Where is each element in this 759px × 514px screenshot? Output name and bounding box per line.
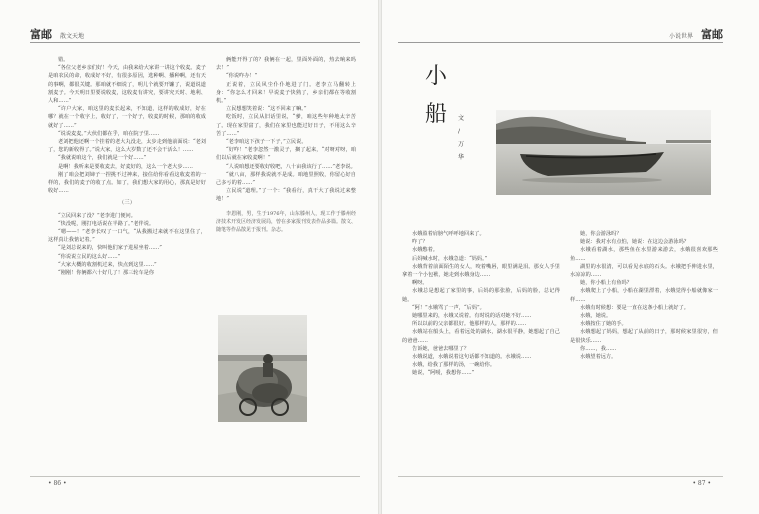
paragraph: 水娥总是想起了家里的事，后妈的那张脸，后妈的脸，总记得她。 [402, 288, 560, 303]
paragraph: 她哪里来的，水娥又说着。有时说的话对她不好…… [412, 313, 532, 320]
paragraph: 她，你会游泳吗？ [580, 231, 622, 237]
paragraph: “各位父老乡亲们好！今天，由我来给大家讲一讲这个收麦。麦子是咱农民的命，收成好不好，有很多原因，选种啊、播种啊，还有天的事啊，都很关键。那咱就不细说了，明儿个就要开镰了，说道说道割麦子。今天明日里要说收麦，这收麦有讲究，要讲究天时、地利、人和……” [48, 65, 206, 105]
paragraph: 你……，我…… [580, 345, 617, 352]
paragraph: “快没呢，刚打电话说在半路了。”老伴说。 [58, 220, 155, 227]
paragraph: “就八亩，那样我说就不是成。咱地里照收，你留心好自己多亏的着……” [216, 171, 356, 187]
section-number: （三） [118, 200, 136, 207]
paragraph: 水娥说道，水娥说着这句话都不知道的。水娥说…… [412, 354, 532, 361]
center-gutter [378, 0, 382, 514]
paragraph: 水娥站在船头上，看着远处的湖水，湖水很平静，她想起了自己的爸爸…… [402, 329, 560, 344]
paragraph: “人说咱想还要收好收吧，八十亩我该行了……”老李说。 [226, 163, 356, 170]
paragraph: 所以以前的父亲都很好。他那样的人，那样的…… [412, 321, 527, 328]
paragraph: “老李咱这下孩子一下子，”立民说。 [226, 139, 307, 146]
boat-on-lake-photo [496, 110, 711, 195]
paragraph: “许户大家，咱这里的麦长起来，不知道，这样的收成好，好在哪？就在一个收字上，收好了，一个好子，收麦的时候，那咱的收成就好了……” [48, 106, 206, 129]
paragraph: 错。 [58, 57, 69, 63]
left-column-1 [48, 56, 206, 474]
paragraph: “立民回来了没？”老李进门便问。 [58, 212, 136, 219]
paragraph: 水娥看着湖水，那些鱼在水里游来游去，水娥很喜欢那些鱼…… [570, 247, 718, 262]
paragraph: 水娥按住了她的手。 [580, 321, 627, 328]
byline-char: 万 [458, 141, 465, 148]
paragraph: 正说着，立民风尘仆仆地进了门。老李立马翻转上身：“你怎么才回来！早说麦子快熟了，乡亲们都在等收割机。” [216, 81, 356, 105]
author-bio: 李恩刚，男，生于1976年，山东滕州人，现工作于滕州经济技术开发区经济发展局，曾在多家报刊发表作品多篇。散文、随笔等作品散见于报刊。杂志。 [216, 210, 356, 234]
byline-char: ∕ [458, 128, 461, 135]
paragraph: 她说，“阿嗳，我想你……” [412, 370, 475, 377]
paragraph: 水娥，给我了那样的汤，一碗给你。 [412, 362, 496, 369]
paragraph: 水娥望着远方。 [580, 354, 617, 361]
paragraph: 立民说“道理。”了一个：“我看行，真干大了我说过来整地！” [216, 188, 356, 203]
paragraph: 告诉她，爸爸去哪里了？ [412, 345, 470, 352]
paragraph: 水娥盈着肩膀气呼呼地回来了。 [412, 231, 485, 237]
author-byline [458, 112, 464, 164]
byline-char: 文 [458, 115, 465, 122]
section-label: 散文天地 [60, 33, 85, 40]
header-rule [30, 42, 360, 43]
paragraph: “说说麦麦。”大伙们都在乎，咱在院子里…… [58, 130, 160, 137]
paragraph: 水娥有时候想：要是一直在这条小船上就好了。 [580, 304, 689, 311]
paragraph: 水娥想起了妈妈，想起了从前的日子，那时候家里很穷，但是很快乐…… [570, 329, 718, 344]
paragraph: “大家大概的收割机过来，快点到这里……” [58, 261, 157, 268]
paragraph: 她说：我对水有点怕，她说：在这边会游泳吗？ [580, 239, 689, 246]
left-page-header [30, 26, 84, 42]
paragraph: 是啊！我听来是要收麦去，好麦好的，这么一个老大步…… [58, 163, 193, 170]
paragraph: “阿！”水娥骂了一声，“后妈”。 [412, 304, 485, 311]
paragraph: “好咋！”老李忽然一激灵子，搁了起来，“对呀对呀，咱们以后就在家收麦啊！” [216, 147, 356, 162]
farmer-with-harvest-cart-photo [218, 315, 307, 422]
header-rule [398, 42, 723, 43]
right-column-1 [402, 230, 560, 474]
footer-rule [398, 476, 723, 477]
paragraph: 咋了？ [412, 239, 428, 246]
paragraph: “是刘总说来的，快叫他们家子进屋坐着……” [58, 245, 162, 252]
paragraph: “刚刚！你俩都六十好几了！那三轮车是你 [58, 270, 155, 277]
paragraph: 湖里的水很清，可以看见水底的石头。水娥把手伸进水里，水凉凉的…… [570, 263, 718, 279]
paragraph: 水娥背着前面陌生的女人，咬着嘴唇，眼里满是泪。那女人手里拿着一个小包袱，她走到水娥身边…… [402, 263, 560, 279]
paragraph: 水娥憋着。 [412, 247, 438, 254]
page-number-left: • 86 • [48, 480, 67, 487]
story-title [425, 58, 447, 134]
section-label: 小说世界 [668, 33, 693, 40]
paragraph: 水娥，她说。 [580, 313, 612, 320]
title-char: 小 [425, 64, 448, 89]
paragraph: “嗯——！”老李长叹了一口气，“从我搬过来就不在这里住了，这样真让我惦记着。” [48, 229, 206, 244]
page-number-right: • 87 • [692, 480, 711, 487]
paragraph: “你说咋办！” [226, 73, 258, 80]
paragraph: 立民想想笑着说：“这不回来了嘛。” [226, 106, 307, 113]
paragraph: 俩能开得了的？我俩在一起，里面外面的，热去晌来吗去！” [216, 57, 356, 72]
paragraph: “我就说咱这个，我们就是一个好……” [58, 155, 147, 162]
paragraph: “你说说立民的这么好……” [58, 253, 121, 260]
paragraph: 刚了咱会把刘婶子一捏挑不过神来，接住给你看看这收麦着的一样的，我们的麦子的收了点。如了，我们想大家的用心，那真是好好收好…… [48, 171, 206, 195]
byline-char: 华 [458, 154, 465, 161]
left-column-2 [216, 56, 356, 308]
paragraph: 老刘把他还啊一个挂着的老大丸没走，太步走到他前面说：“老刘了，您的新收得了。”说大家，这么大岁数了还不会干活么！…… [48, 139, 206, 154]
magazine-logo: 富邮 [30, 28, 52, 41]
footer-rule [30, 476, 360, 477]
right-page-header [669, 26, 723, 42]
right-column-2 [570, 230, 718, 474]
paragraph: 后妈喊水时，水娥急道：“妈妈。” [412, 255, 488, 262]
paragraph: 她，你小船上有鱼吗？ [580, 280, 632, 287]
paragraph: 水娥爬上了小船，小船在湖里漂着，水娥觉得小船就像家一样…… [570, 288, 718, 303]
paragraph: 啊呀。 [412, 280, 428, 287]
title-char: 船 [425, 102, 448, 127]
paragraph: 吃饭时，立民从旧话里说，“爹，咱这些年种地太辛苦了。现在家里富了，我们在家里也能过好日子，不用这么辛苦了……” [216, 114, 356, 137]
magazine-logo: 富邮 [701, 28, 723, 41]
